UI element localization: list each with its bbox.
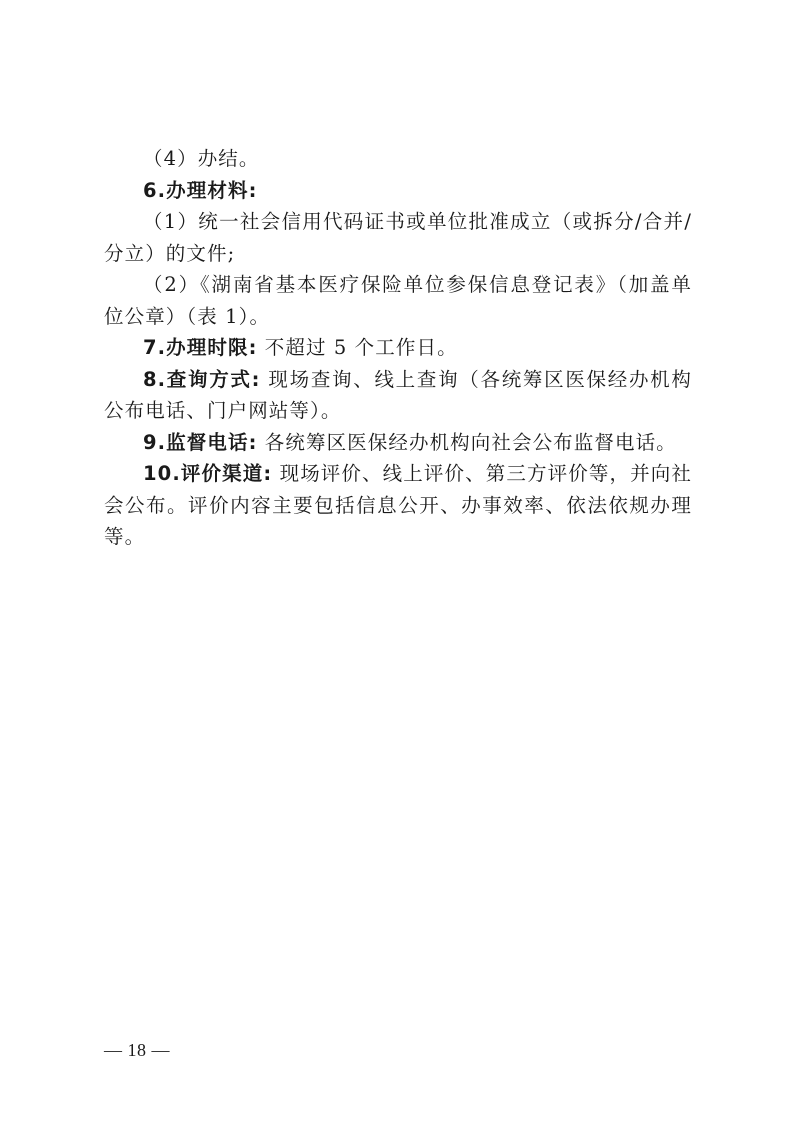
paragraph-evaluation-channels [104, 458, 692, 553]
paragraph-time-limit [104, 332, 692, 364]
section-label-supervision-phone: 9.监督电话: [143, 430, 258, 454]
paragraph-text: 现场查询、线上查询（各统筹区医保经办机构公布电话、门户网站等）。 [104, 367, 692, 422]
paragraph-text: 不超过 5 个工作日。 [257, 336, 458, 359]
paragraph-step-4 [104, 143, 692, 175]
paragraph-query-method [104, 364, 692, 427]
paragraph-material-2 [104, 269, 692, 332]
paragraph-materials-heading [104, 175, 692, 207]
section-label-time-limit: 7.办理时限: [143, 336, 258, 359]
paragraph-material-1 [104, 206, 692, 269]
page-number: — 18 — [104, 1040, 170, 1060]
paragraph-text: （2）《湖南省基本医疗保险单位参保信息登记表》（加盖单位公章）（表 1）。 [104, 273, 692, 328]
section-label-evaluation-channels: 10.评价渠道: [143, 462, 273, 485]
section-label-materials: 6.办理材料: [143, 178, 258, 202]
section-label-query-method: 8.查询方式: [143, 367, 261, 391]
paragraph-text: 各统筹区医保经办机构向社会公布监督电话。 [257, 430, 677, 454]
paragraph-supervision-phone [104, 427, 692, 459]
paragraph-text: （1）统一社会信用代码证书或单位批准成立（或拆分/合并/分立）的文件; [104, 210, 692, 265]
paragraph-text: （4）办结。 [143, 147, 260, 170]
document-body [104, 143, 692, 553]
paragraph-text: 现场评价、线上评价、第三方评价等，并向社会公布。评价内容主要包括信息公开、办事效率、依法依规办理等。 [104, 462, 692, 548]
